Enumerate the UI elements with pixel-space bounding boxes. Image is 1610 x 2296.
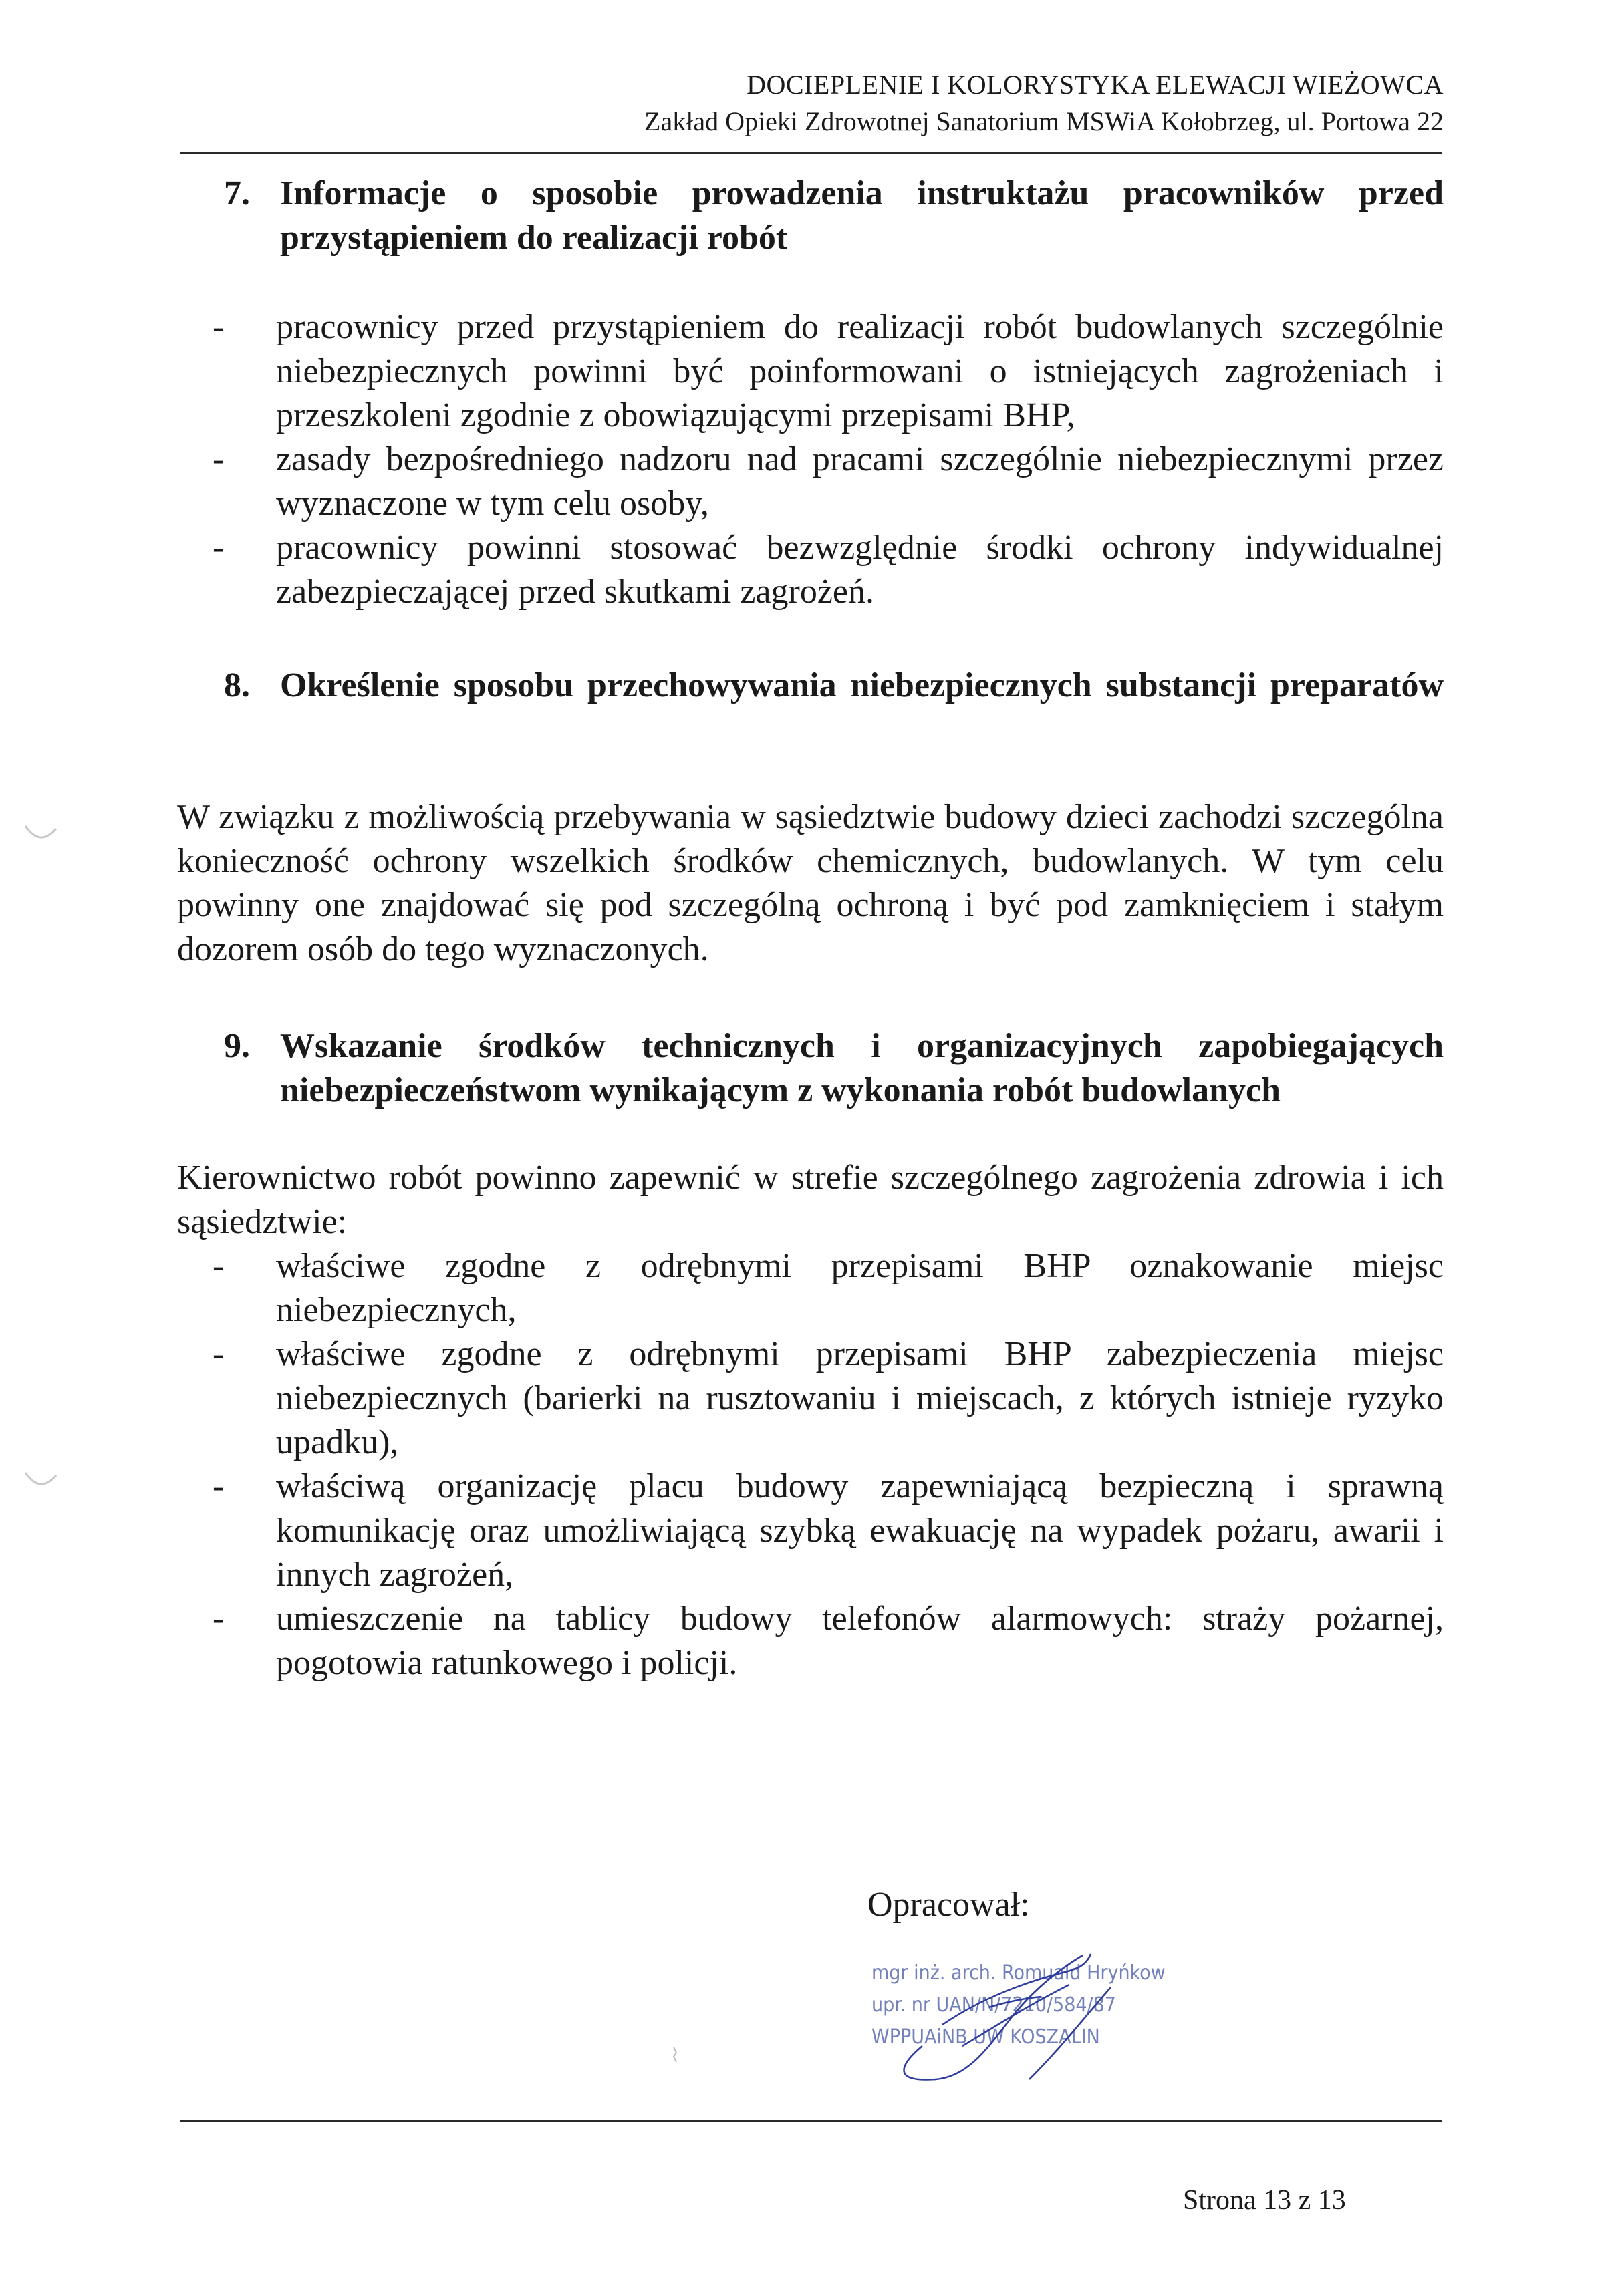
list-item-text: pracownicy przed przystąpieniem do realizacji robót budowlanych szczególnie niebezpiecznych powinni być poinformowani o istniejących zagrożeniach i przeszkoleni zgodnie z obowiązującymi przepisami BHP,: [276, 308, 1444, 434]
list-item: [213, 438, 1444, 526]
stamp-line-2: upr. nr UAN/N/7210/584/87: [871, 1993, 1116, 2017]
list-item: [213, 1244, 1444, 1332]
page-number: Strona 13 z 13: [1183, 2185, 1346, 2216]
section-title: Określenie sposobu przechowywania niebezpiecznych substancji preparatów: [280, 666, 1444, 704]
header-title: DOCIEPLENIE I KOLORYSTYKA ELEWACJI WIEŻOWCA: [747, 69, 1444, 100]
paragraph-section-8: W związku z możliwością przebywania w sąsiedztwie budowy dzieci zachodzi szczególna konieczność ochrony wszelkich środków chemicznych, budowlanych. W tym celu powinny one znajdować się pod szczególną ochroną i być pod zamknięciem i stałym dozorem osób do tego wyznaczonych.: [177, 798, 1444, 968]
section-number: 7.: [224, 174, 250, 212]
bullet-list-section-7: [213, 305, 1444, 614]
paragraph-section-9: Kierownictwo robót powinno zapewnić w strefie szczególnego zagrożenia zdrowia i ich sąsiedztwie:: [177, 1159, 1444, 1241]
list-item: [213, 526, 1444, 614]
header-subtitle: Zakład Opieki Zdrowotnej Sanatorium MSWiA Kołobrzeg, ul. Portowa 22: [644, 106, 1444, 136]
bullet-dash: -: [213, 1335, 225, 1373]
bullet-dash: -: [213, 1247, 225, 1285]
stamp-line-1: mgr inż. arch. Romuald Hryńkow: [871, 1961, 1166, 1985]
section-title: Wskazanie środków technicznych i organizacyjnych zapobiegających niebezpieczeństwom wynikającym z wykonania robót budowlanych: [280, 1027, 1444, 1109]
punch-hole-mark: [20, 817, 60, 850]
punch-hole-mark: [20, 1463, 60, 1497]
bullet-dash: -: [213, 1600, 225, 1638]
bullet-dash: -: [213, 308, 225, 346]
bullet-list-section-9: [213, 1244, 1444, 1685]
section-number: 8.: [224, 666, 250, 704]
section-heading-9: [224, 1024, 1444, 1113]
list-item: [213, 305, 1444, 438]
list-item-text: właściwe zgodne z odrębnymi przepisami BHP zabezpieczenia miejsc niebezpiecznych (barierki na rusztowaniu i miejscach, z których istnieje ryzyko upadku),: [276, 1335, 1444, 1461]
section-title: Informacje o sposobie prowadzenia instruktażu pracowników przed przystąpieniem do realizacji robót: [280, 174, 1444, 257]
list-item-text: zasady bezpośredniego nadzoru nad pracami szczególnie niebezpiecznymi przez wyznaczone w tym celu osoby,: [276, 440, 1444, 523]
bullet-dash: -: [213, 440, 225, 478]
header-divider: [180, 152, 1442, 154]
list-item-text: właściwe zgodne z odrębnymi przepisami BHP oznakowanie miejsc niebezpiecznych,: [276, 1247, 1444, 1329]
list-item-text: właściwą organizację placu budowy zapewniającą bezpieczną i sprawną komunikację oraz umożliwiającą szybką ewakuację na wypadek pożaru, awarii i innych zagrożeń,: [276, 1467, 1444, 1594]
list-item: [213, 1332, 1444, 1465]
signature-label: Opracował:: [867, 1886, 1030, 1924]
list-item: [213, 1465, 1444, 1597]
section-number: 9.: [224, 1027, 250, 1065]
bullet-dash: -: [213, 1467, 225, 1505]
section-heading-8: [224, 664, 1444, 708]
list-item: [213, 1597, 1444, 1685]
stray-mark: [668, 2045, 682, 2065]
stamp-line-3: WPPUAiNB UW KOSZALIN: [871, 2025, 1100, 2049]
bullet-dash: -: [213, 529, 225, 567]
signature-stamp: [862, 1946, 1210, 2086]
list-item-text: umieszczenie na tablicy budowy telefonów alarmowych: straży pożarnej, pogotowia ratunkowego i policji.: [276, 1600, 1444, 1682]
section-heading-7: [224, 172, 1444, 260]
list-item-text: pracownicy powinni stosować bezwzględnie środki ochrony indywidualnej zabezpieczającej przed skutkami zagrożeń.: [276, 529, 1444, 611]
footer-divider: [180, 2120, 1442, 2122]
